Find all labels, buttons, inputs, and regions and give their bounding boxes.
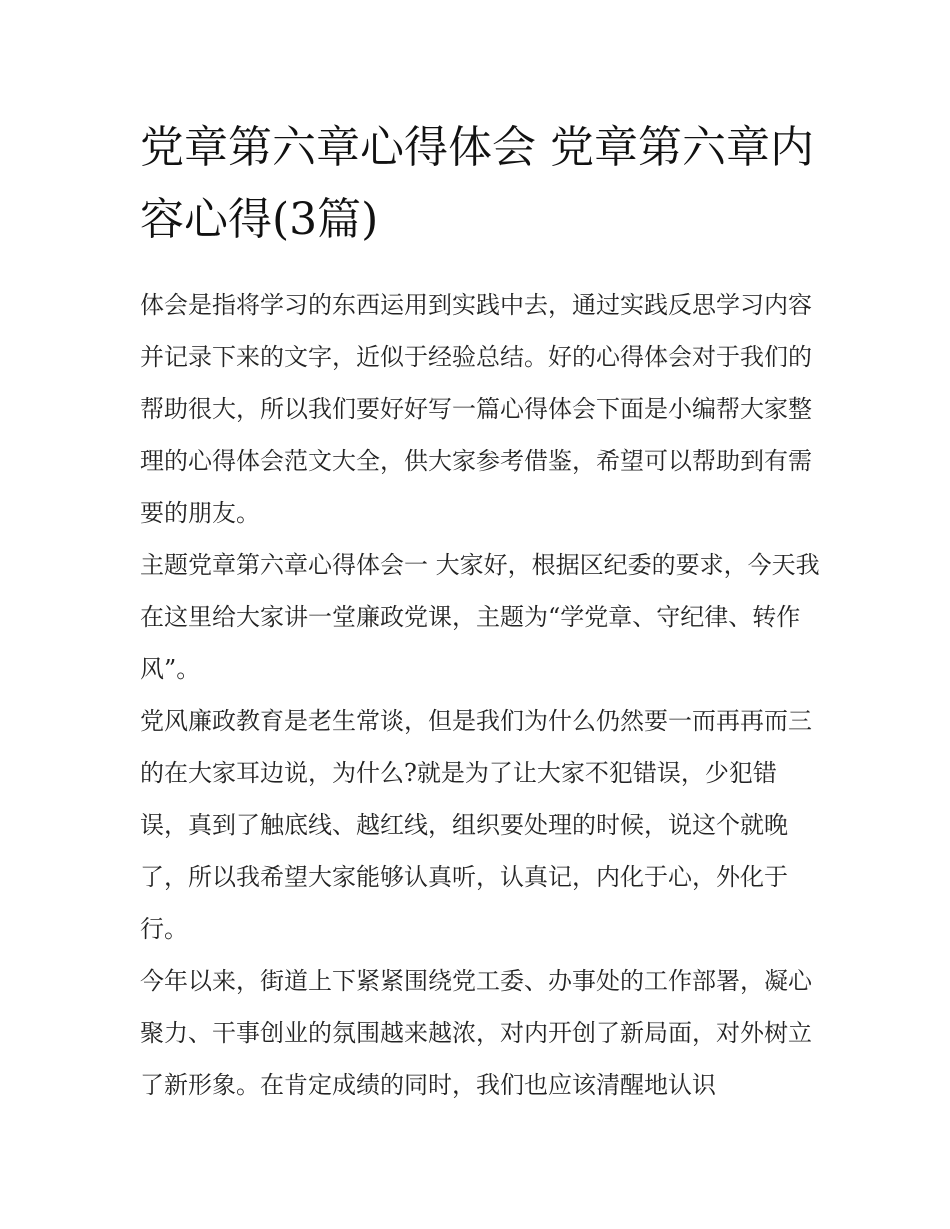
document-body xyxy=(140,279,820,1111)
paragraph-intro: 体会是指将学习的东西运用到实践中去，通过实践反思学习内容并记录下来的文字，近似于经验总结。好的心得体会对于我们的帮助很大，所以我们要好好写一篇心得体会下面是小编帮大家整理的心得体会范文大全，供大家参考借鉴，希望可以帮助到有需要的朋友。 xyxy=(140,291,812,527)
document-title: 党章第六章心得体会 党章第六章内容心得(3篇) xyxy=(140,122,814,245)
paragraph-topic: 主题党章第六章心得体会一 大家好，根据区纪委的要求，今天我在这里给大家讲一堂廉政党课，主题为“学党章、守纪律、转作风”。 xyxy=(140,551,820,683)
paragraph-education: 党风廉政教育是老生常谈，但是我们为什么仍然要一而再再而三的在大家耳边说，为什么?就是为了让大家不犯错误，少犯错误，真到了触底线、越红线，组织要处理的时候，说这个就晚了，所以我希望大家能够认真听，认真记，内化于心，外化于行。 xyxy=(140,707,812,943)
paragraph-progress: 今年以来，街道上下紧紧围绕党工委、办事处的工作部署，凝心聚力、干事创业的氛围越来越浓，对内开创了新局面，对外树立了新形象。在肯定成绩的同时，我们也应该清醒地认识 xyxy=(140,967,812,1099)
